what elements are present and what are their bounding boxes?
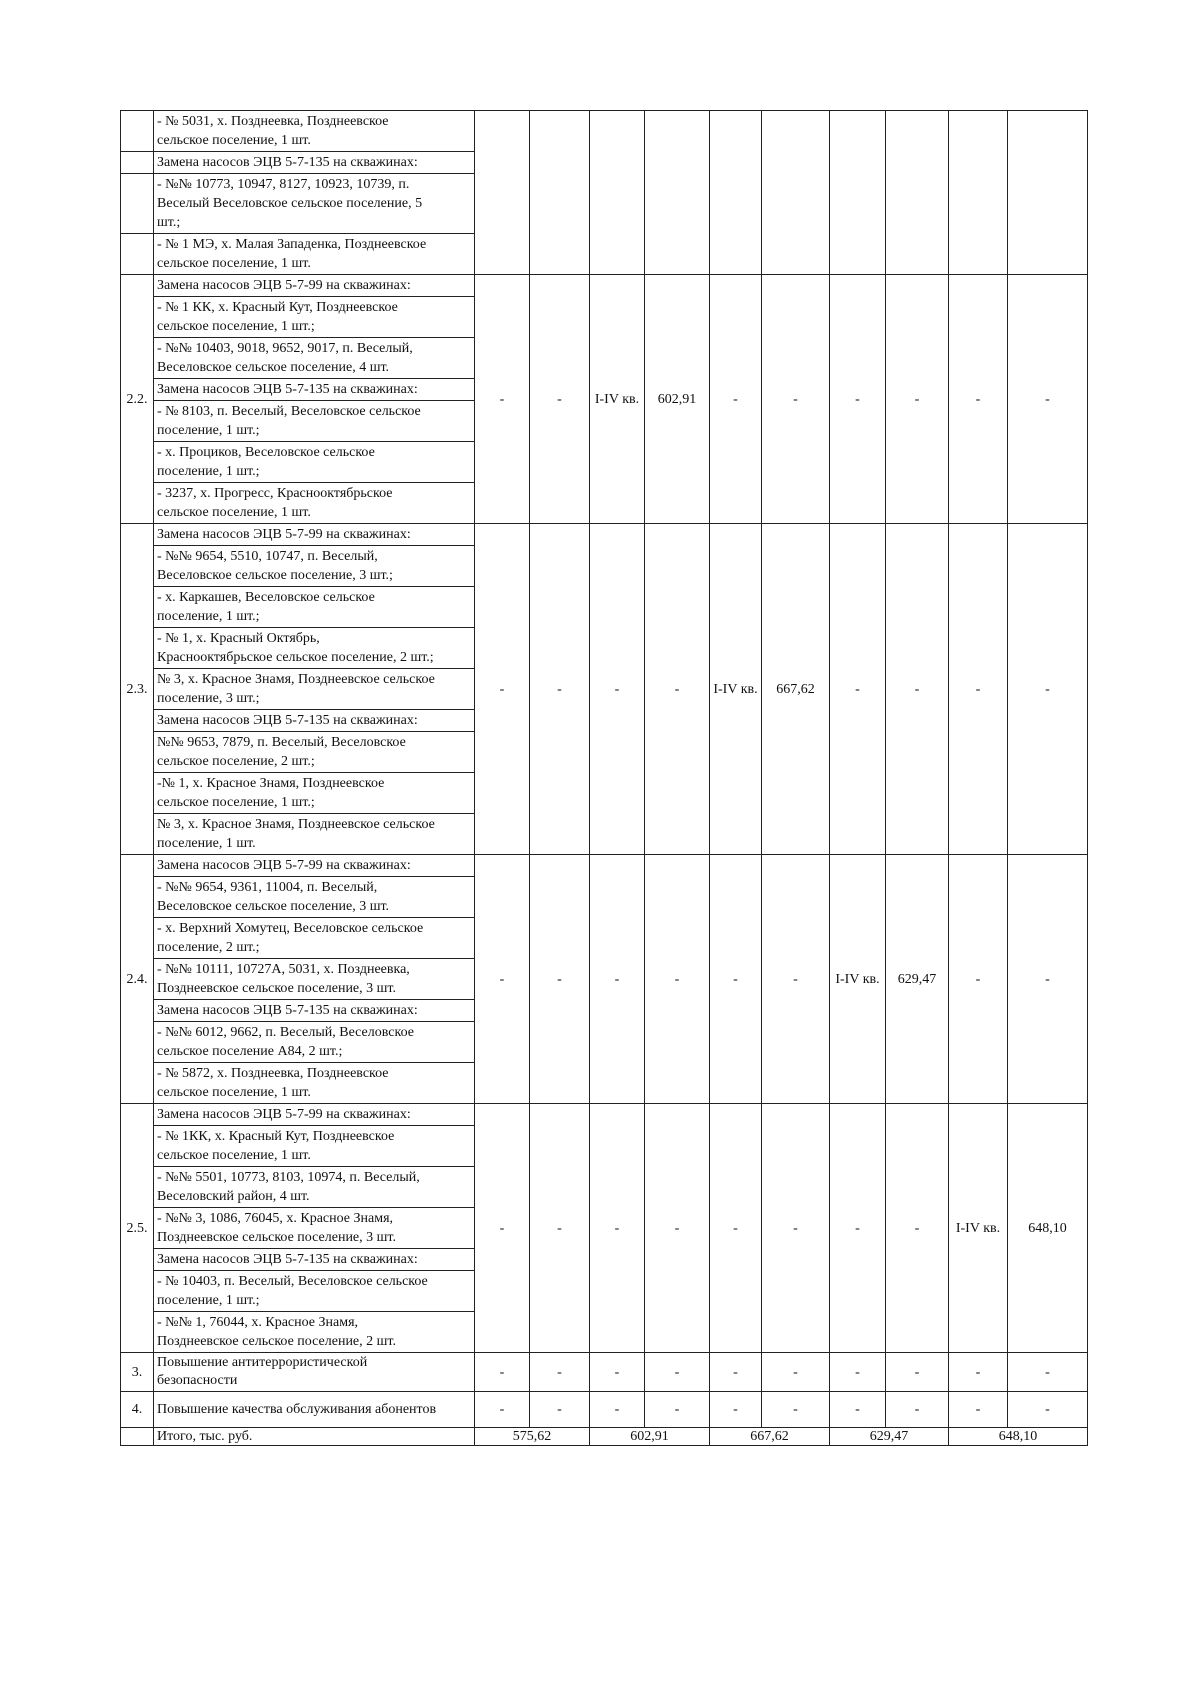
- row-description: [154, 1000, 475, 1022]
- description-line: Замена насосов ЭЦВ 5-7-135 на скважинах:: [157, 1252, 418, 1267]
- value-cell: -: [886, 275, 949, 524]
- description-line: - 3237, х. Прогресс, Краснооктябрьское: [157, 486, 393, 501]
- value-cell: -: [590, 1353, 645, 1392]
- value-cell: -: [475, 1392, 530, 1428]
- row-description: [154, 710, 475, 732]
- value-cell: -: [530, 1392, 590, 1428]
- value-cell: -: [1008, 1353, 1088, 1392]
- description-line: сельское поселение, 1 шт.: [157, 133, 311, 148]
- description-line: Повышение качества обслуживания абонентов: [157, 1402, 437, 1417]
- table-row: [121, 524, 1088, 546]
- description-line: - № 1, х. Красный Октябрь,: [157, 631, 320, 646]
- description-line: сельское поселение, 1 шт.: [157, 1148, 311, 1163]
- description-line: - №№ 1, 76044, х. Красное Знамя,: [157, 1315, 359, 1330]
- description-line: Замена насосов ЭЦВ 5-7-99 на скважинах:: [157, 527, 411, 542]
- value-cell: -: [710, 1392, 762, 1428]
- row-number: [121, 152, 154, 174]
- row-description: [154, 1271, 475, 1312]
- value-cell: I-IV кв.: [949, 1104, 1008, 1353]
- row-description: [154, 587, 475, 628]
- value-cell: -: [530, 1104, 590, 1353]
- description-line: Замена насосов ЭЦВ 5-7-99 на скважинах:: [157, 1107, 411, 1122]
- value-cell: -: [475, 1353, 530, 1392]
- value-cell: -: [949, 1353, 1008, 1392]
- total-row: [121, 1428, 1088, 1446]
- empty-cell: [645, 111, 710, 275]
- value-cell: -: [530, 855, 590, 1104]
- description-line: № 3, х. Красное Знамя, Позднеевское сельское: [157, 817, 435, 832]
- value-cell: -: [530, 1353, 590, 1392]
- value-cell: -: [710, 1353, 762, 1392]
- row-description: [154, 628, 475, 669]
- total-label: Итого, тыс. руб.: [154, 1428, 475, 1446]
- description-line: - № 8103, п. Веселый, Веселовское сельское: [157, 404, 421, 419]
- description-line: Замена насосов ЭЦВ 5-7-99 на скважинах:: [157, 278, 411, 293]
- total-value: 602,91: [590, 1428, 710, 1446]
- description-line: Замена насосов ЭЦВ 5-7-135 на скважинах:: [157, 713, 418, 728]
- description-line: - № 5872, х. Позднеевка, Позднеевское: [157, 1066, 389, 1081]
- description-line: - №№ 6012, 9662, п. Веселый, Веселовское: [157, 1025, 414, 1040]
- row-description: [154, 338, 475, 379]
- value-cell: -: [762, 275, 830, 524]
- row-description: [154, 111, 475, 152]
- description-line: № 3, х. Красное Знамя, Позднеевское сельское: [157, 672, 435, 687]
- row-number: [121, 234, 154, 275]
- description-line: - № 10403, п. Веселый, Веселовское сельское: [157, 1274, 428, 1289]
- value-cell: -: [830, 1392, 886, 1428]
- value-cell: -: [530, 275, 590, 524]
- description-line: Замена насосов ЭЦВ 5-7-135 на скважинах:: [157, 382, 418, 397]
- value-cell: 629,47: [886, 855, 949, 1104]
- description-line: поселение, 2 шт.;: [157, 940, 260, 955]
- description-line: Замена насосов ЭЦВ 5-7-135 на скважинах:: [157, 155, 418, 170]
- value-cell: -: [949, 275, 1008, 524]
- row-description: [154, 483, 475, 524]
- table-row: [121, 275, 1088, 297]
- description-line: - х. Каркашев, Веселовское сельское: [157, 590, 375, 605]
- value-cell: -: [645, 1392, 710, 1428]
- description-line: -№ 1, х. Красное Знамя, Позднеевское: [157, 776, 385, 791]
- row-description: [154, 1353, 475, 1392]
- row-description: [154, 1392, 475, 1428]
- value-cell: -: [710, 275, 762, 524]
- description-line: поселение, 1 шт.;: [157, 423, 260, 438]
- empty-cell: [886, 111, 949, 275]
- row-description: [154, 1022, 475, 1063]
- value-cell: -: [590, 1104, 645, 1353]
- value-cell: -: [830, 1353, 886, 1392]
- empty-cell: [530, 111, 590, 275]
- row-description: [154, 1104, 475, 1126]
- total-value: 667,62: [710, 1428, 830, 1446]
- value-cell: -: [886, 1104, 949, 1353]
- value-cell: -: [645, 1104, 710, 1353]
- description-line: Повышение антитеррористической: [157, 1355, 368, 1370]
- value-cell: -: [762, 1104, 830, 1353]
- value-cell: -: [949, 524, 1008, 855]
- row-number: 2.4.: [121, 855, 154, 1104]
- description-line: - №№ 10111, 10727А, 5031, х. Позднеевка,: [157, 962, 410, 977]
- value-cell: -: [830, 524, 886, 855]
- description-line: Веселый Веселовское сельское поселение, 5: [157, 196, 423, 211]
- empty-cell: [830, 111, 886, 275]
- description-line: - №№ 5501, 10773, 8103, 10974, п. Веселый,: [157, 1170, 420, 1185]
- value-cell: -: [645, 855, 710, 1104]
- table-row: [121, 111, 1088, 152]
- description-line: Позднеевское сельское поселение, 2 шт.: [157, 1334, 396, 1349]
- row-description: [154, 1208, 475, 1249]
- row-description: [154, 1249, 475, 1271]
- total-value: 629,47: [830, 1428, 949, 1446]
- description-line: - № 1 КК, х. Красный Кут, Позднеевское: [157, 300, 398, 315]
- description-line: поселение, 1 шт.;: [157, 609, 260, 624]
- row-number: 4.: [121, 1392, 154, 1428]
- row-number: 2.3.: [121, 524, 154, 855]
- total-value: 575,62: [475, 1428, 590, 1446]
- description-line: - № 5031, х. Позднеевка, Позднеевское: [157, 114, 389, 129]
- description-line: сельское поселение, 2 шт.;: [157, 754, 315, 769]
- value-cell: -: [590, 524, 645, 855]
- value-cell: -: [710, 855, 762, 1104]
- value-cell: -: [590, 1392, 645, 1428]
- description-line: - х. Верхний Хомутец, Веселовское сельское: [157, 921, 424, 936]
- value-cell: -: [475, 275, 530, 524]
- row-description: [154, 234, 475, 275]
- row-description: [154, 297, 475, 338]
- description-line: - №№ 3, 1086, 76045, х. Красное Знамя,: [157, 1211, 394, 1226]
- description-line: Веселовское сельское поселение, 4 шт.: [157, 360, 390, 375]
- value-cell: -: [475, 1104, 530, 1353]
- row-description: [154, 855, 475, 877]
- row-description: [154, 814, 475, 855]
- total-number: [121, 1428, 154, 1446]
- row-description: [154, 174, 475, 234]
- row-description: [154, 401, 475, 442]
- row-number: 3.: [121, 1353, 154, 1392]
- row-number: [121, 174, 154, 234]
- row-description: [154, 1312, 475, 1353]
- table-body: [121, 111, 1088, 1446]
- description-line: Позднеевское сельское поселение, 3 шт.: [157, 1230, 396, 1245]
- value-cell: -: [886, 524, 949, 855]
- row-description: [154, 442, 475, 483]
- description-line: сельское поселение А84, 2 шт.;: [157, 1044, 343, 1059]
- row-description: [154, 1063, 475, 1104]
- investment-plan-table: [120, 110, 1088, 1446]
- description-line: поселение, 1 шт.;: [157, 1293, 260, 1308]
- description-line: Замена насосов ЭЦВ 5-7-99 на скважинах:: [157, 858, 411, 873]
- row-description: [154, 918, 475, 959]
- empty-cell: [1008, 111, 1088, 275]
- description-line: - №№ 9654, 9361, 11004, п. Веселый,: [157, 880, 378, 895]
- row-number: [121, 111, 154, 152]
- description-line: сельское поселение, 1 шт.;: [157, 795, 315, 810]
- value-cell: I-IV кв.: [590, 275, 645, 524]
- row-description: [154, 959, 475, 1000]
- table-row: [121, 1353, 1088, 1392]
- description-line: сельское поселение, 1 шт.: [157, 1085, 311, 1100]
- value-cell: -: [475, 524, 530, 855]
- value-cell: -: [949, 1392, 1008, 1428]
- value-cell: I-IV кв.: [710, 524, 762, 855]
- value-cell: -: [886, 1392, 949, 1428]
- empty-cell: [762, 111, 830, 275]
- description-line: сельское поселение, 1 шт.;: [157, 319, 315, 334]
- value-cell: -: [762, 855, 830, 1104]
- value-cell: -: [590, 855, 645, 1104]
- description-line: - № 1КК, х. Красный Кут, Позднеевское: [157, 1129, 395, 1144]
- value-cell: -: [1008, 275, 1088, 524]
- description-line: Краснооктябрьское сельское поселение, 2 шт.;: [157, 650, 434, 665]
- description-line: сельское поселение, 1 шт.: [157, 256, 311, 271]
- description-line: - х. Проциков, Веселовское сельское: [157, 445, 375, 460]
- row-description: [154, 1167, 475, 1208]
- description-line: поселение, 1 шт.: [157, 836, 256, 851]
- description-line: сельское поселение, 1 шт.: [157, 505, 311, 520]
- description-line: Замена насосов ЭЦВ 5-7-135 на скважинах:: [157, 1003, 418, 1018]
- row-description: [154, 669, 475, 710]
- value-cell: -: [830, 1104, 886, 1353]
- row-description: [154, 152, 475, 174]
- empty-cell: [475, 111, 530, 275]
- value-cell: -: [710, 1104, 762, 1353]
- description-line: - №№ 10773, 10947, 8127, 10923, 10739, п.: [157, 177, 410, 192]
- table-row: [121, 1104, 1088, 1126]
- row-description: [154, 524, 475, 546]
- value-cell: -: [762, 1353, 830, 1392]
- row-description: [154, 732, 475, 773]
- value-cell: 667,62: [762, 524, 830, 855]
- row-number: 2.5.: [121, 1104, 154, 1353]
- description-line: Веселовское сельское поселение, 3 шт.;: [157, 568, 393, 583]
- table-row: [121, 855, 1088, 877]
- value-cell: I-IV кв.: [830, 855, 886, 1104]
- empty-cell: [590, 111, 645, 275]
- row-description: [154, 275, 475, 297]
- row-number: 2.2.: [121, 275, 154, 524]
- value-cell: -: [1008, 1392, 1088, 1428]
- value-cell: 648,10: [1008, 1104, 1088, 1353]
- description-line: Позднеевское сельское поселение, 3 шт.: [157, 981, 396, 996]
- value-cell: -: [1008, 855, 1088, 1104]
- empty-cell: [949, 111, 1008, 275]
- description-line: поселение, 1 шт.;: [157, 464, 260, 479]
- description-line: - №№ 9654, 5510, 10747, п. Веселый,: [157, 549, 378, 564]
- description-line: шт.;: [157, 215, 181, 230]
- value-cell: -: [886, 1353, 949, 1392]
- value-cell: -: [530, 524, 590, 855]
- description-line: №№ 9653, 7879, п. Веселый, Веселовское: [157, 735, 406, 750]
- description-line: Веселовский район, 4 шт.: [157, 1189, 310, 1204]
- description-line: поселение, 3 шт.;: [157, 691, 260, 706]
- row-description: [154, 877, 475, 918]
- value-cell: -: [949, 855, 1008, 1104]
- description-line: - № 1 МЭ, х. Малая Западенка, Позднеевское: [157, 237, 427, 252]
- value-cell: -: [1008, 524, 1088, 855]
- value-cell: 602,91: [645, 275, 710, 524]
- row-description: [154, 773, 475, 814]
- value-cell: -: [830, 275, 886, 524]
- row-description: [154, 379, 475, 401]
- empty-cell: [710, 111, 762, 275]
- value-cell: -: [645, 1353, 710, 1392]
- total-value: 648,10: [949, 1428, 1088, 1446]
- table-row: [121, 1392, 1088, 1428]
- row-description: [154, 1126, 475, 1167]
- description-line: - №№ 10403, 9018, 9652, 9017, п. Веселый,: [157, 341, 413, 356]
- description-line: Веселовское сельское поселение, 3 шт.: [157, 899, 390, 914]
- row-description: [154, 546, 475, 587]
- description-line: безопасности: [157, 1373, 238, 1388]
- value-cell: -: [645, 524, 710, 855]
- value-cell: -: [762, 1392, 830, 1428]
- value-cell: -: [475, 855, 530, 1104]
